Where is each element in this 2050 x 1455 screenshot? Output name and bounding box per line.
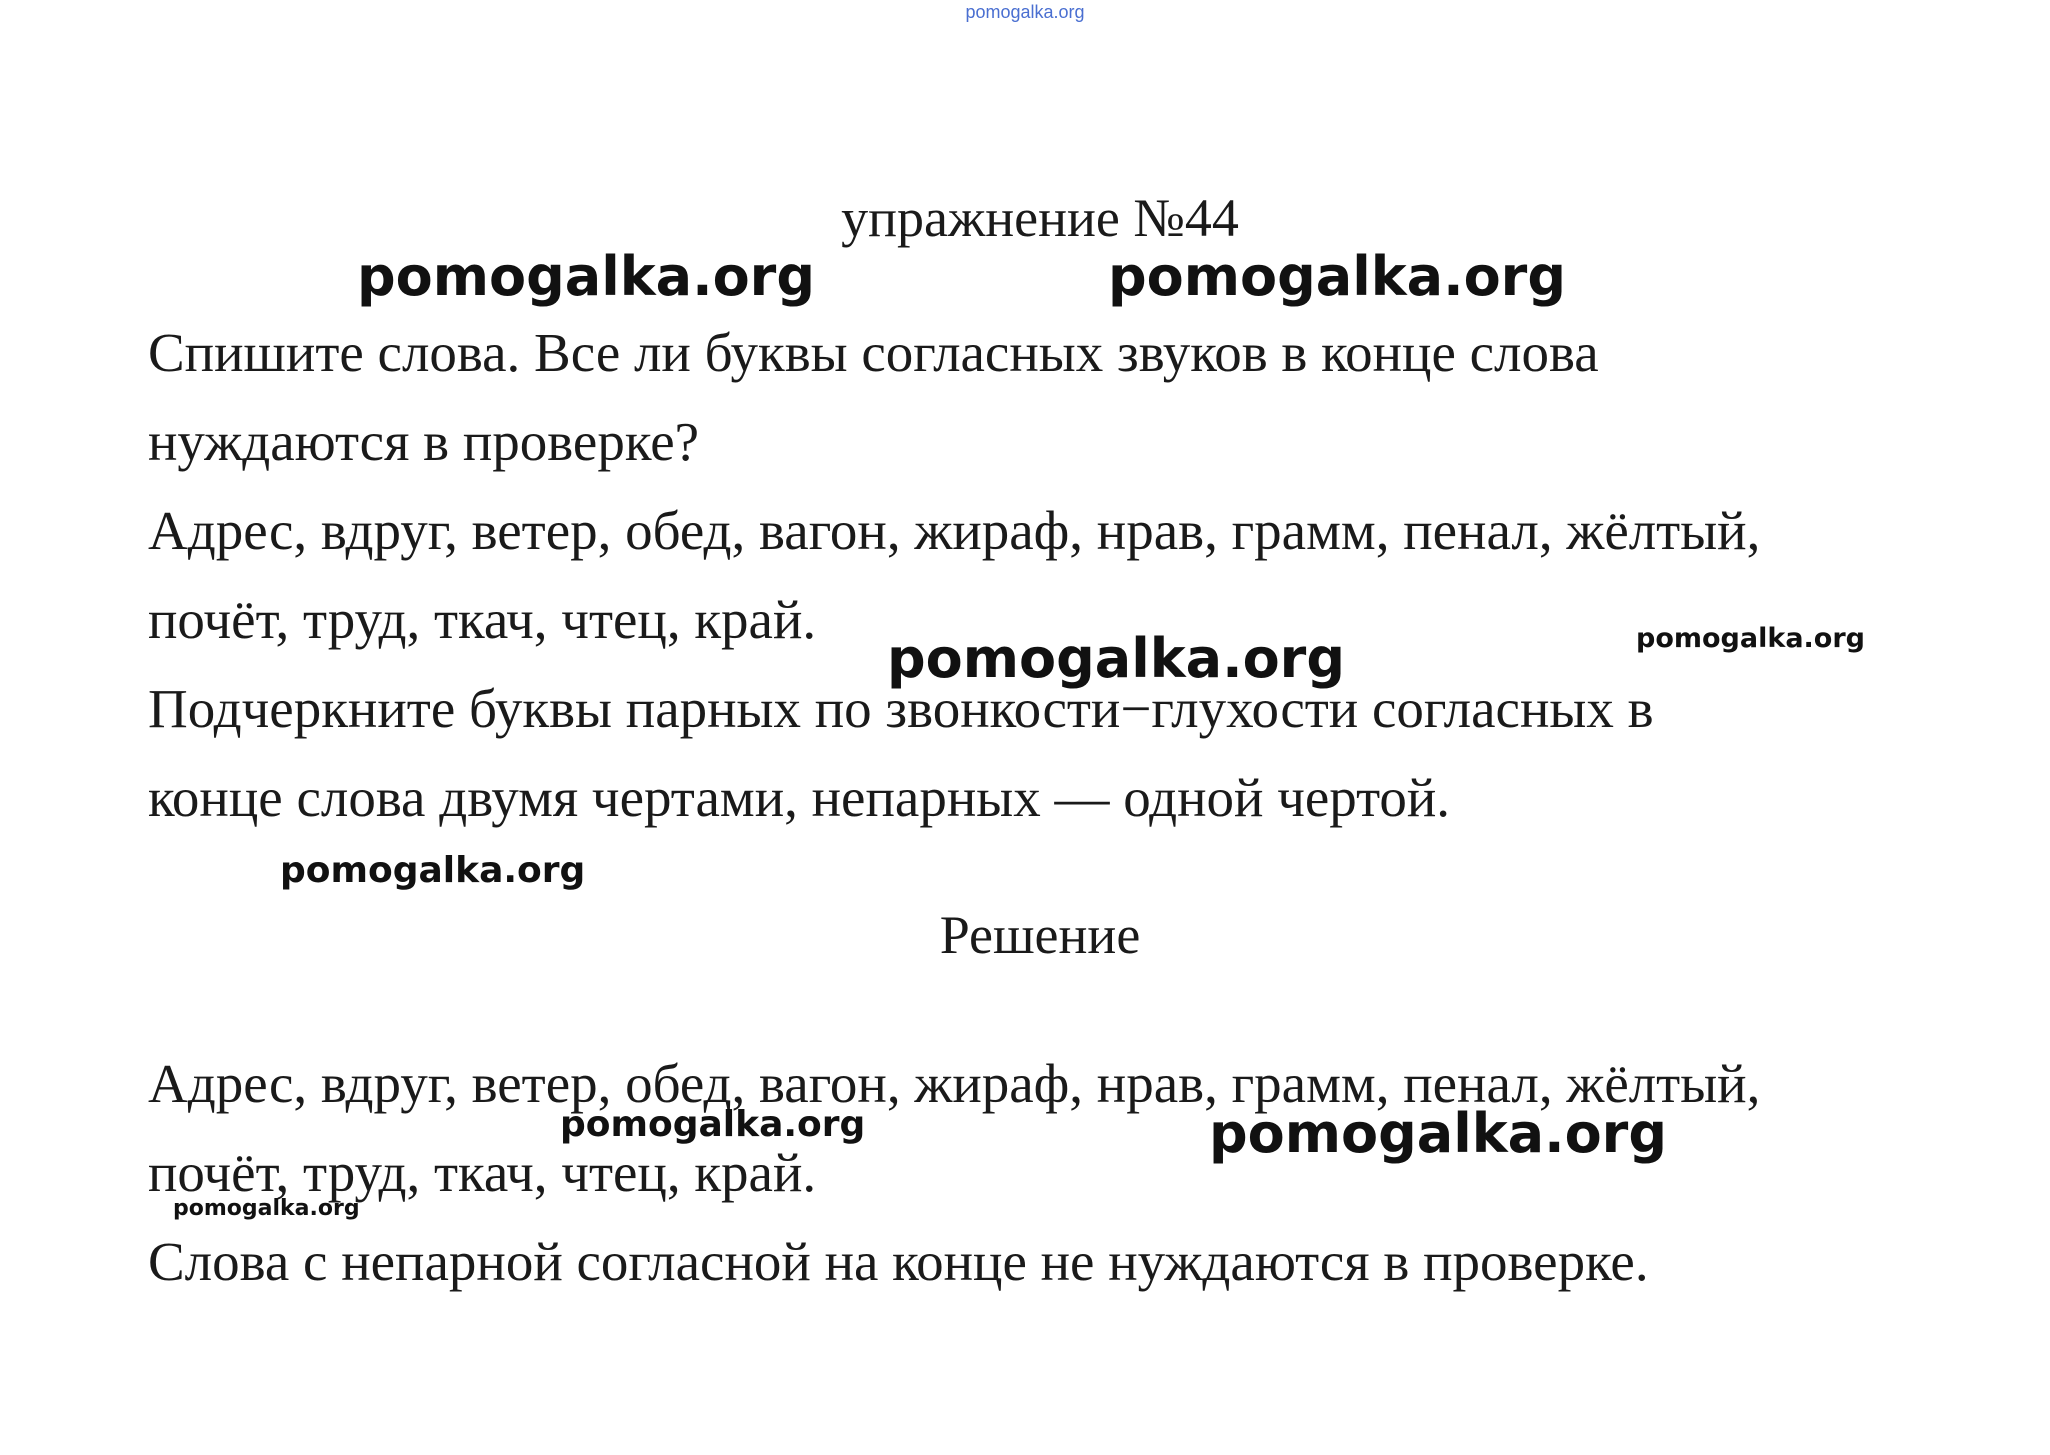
task-line: почёт, труд, ткач, чтец, край. [148, 589, 817, 650]
task-line: Подчеркните буквы парных по звонкости−глухости согласных в [148, 678, 1654, 739]
watermark: pomogalka.org [173, 1196, 360, 1221]
watermark: pomogalka.org [1209, 1102, 1667, 1165]
watermark: pomogalka.org [357, 245, 815, 308]
watermark: pomogalka.org [1636, 623, 1865, 654]
watermark: pomogalka.org [560, 1104, 866, 1145]
solution-line: Слова с непарной согласной на конце не нуждаются в проверке. [148, 1231, 1649, 1292]
solution-heading: Решение [939, 905, 1141, 965]
header-site-link[interactable]: pomogalka.org [965, 2, 1085, 22]
watermark: pomogalka.org [1108, 245, 1566, 308]
watermark: pomogalka.org [280, 850, 586, 891]
task-line: нуждаются в проверке? [148, 411, 700, 472]
task-line: Спишите слова. Все ли буквы согласных звуков в конце слова [148, 322, 1599, 383]
task-line: конце слова двумя чертами, непарных — одной чертой. [148, 767, 1451, 828]
task-line: Адрес, вдруг, ветер, обед, вагон, жираф, нрав, грамм, пенал, жёлтый, [148, 500, 1761, 561]
solution-line: Адрес, вдруг, ветер, обед, вагон, жираф, нрав, грамм, пенал, жёлтый, [148, 1053, 1761, 1114]
solution-line: почёт, труд, ткач, чтец, край. [148, 1142, 817, 1203]
exercise-title: упражнение №44 [841, 188, 1239, 248]
watermark: pomogalka.org [887, 627, 1345, 690]
